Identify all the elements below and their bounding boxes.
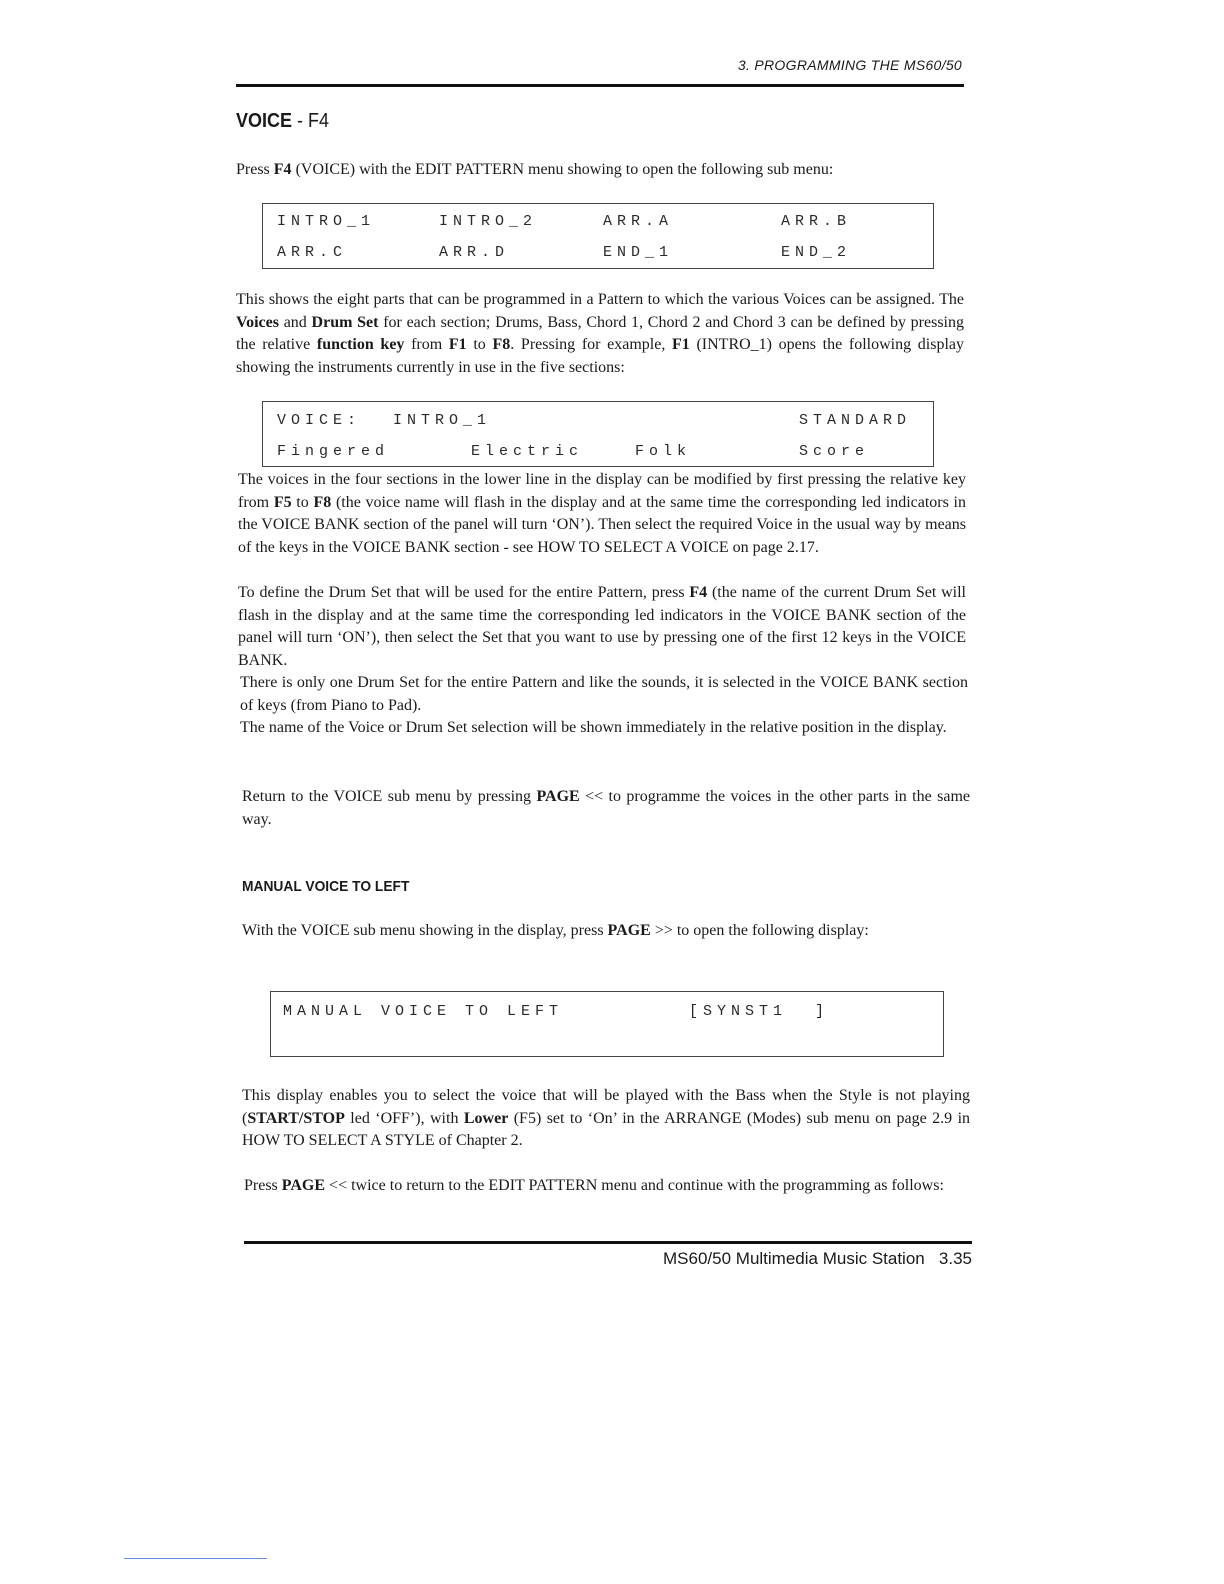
section-title-bold: VOICE [236, 110, 293, 132]
bold-term: F4 [689, 584, 708, 601]
lcd-part: ARR.A [603, 213, 674, 230]
lcd-manual-voice-label: MANUAL VOICE TO LEFT [283, 1003, 564, 1020]
page-forward-paragraph [242, 920, 970, 943]
text: This shows the eight parts that can be programmed in a Pattern to which the various Voices can be assigned. The [236, 291, 964, 308]
text: There is only one Drum Set for the entire Pattern and like the sounds, it is selected in the VOICE BANK section of keys (from Piano to Pad). [240, 674, 968, 714]
section-title-rest: - F4 [292, 110, 330, 132]
text: for each section; Drums, Bass, Chord 1, Chord 2 and Chord 3 can be defined by pressing the relative [236, 313, 964, 353]
lcd-display-manual-voice [270, 991, 944, 1057]
lcd-part: ARR.C [277, 244, 348, 261]
text: << twice to return to the EDIT PATTERN menu and continue with the programming as follows: [325, 1177, 944, 1194]
lcd-display-parts [262, 203, 934, 269]
text: . Pressing for example, [510, 336, 673, 353]
text: To define the Drum Set that will be used for the entire Pattern, press [238, 584, 690, 601]
bold-term: F8 [492, 336, 511, 353]
lcd-voice-chord: Folk [635, 443, 692, 460]
text: << to programme the voices in the other parts in the same way. [242, 788, 971, 828]
lcd-voice-label: VOICE: [277, 412, 362, 429]
lcd-part: INTRO_1 [277, 213, 376, 230]
text: (INTRO_1) opens the following display showing the instruments currently in use in the five sections: [236, 336, 965, 376]
lcd-voice-section: INTRO_1 [393, 412, 492, 429]
header-rule [236, 84, 964, 87]
footnote-rule [124, 1558, 267, 1559]
footer-rule [244, 1241, 972, 1244]
bold-term: PAGE [281, 1177, 326, 1194]
bold-term: F8 [313, 493, 332, 511]
text: and [278, 313, 312, 331]
lcd-drum-set: STANDARD [799, 412, 912, 429]
text: The voices in the four sections in the lower line in the display can be modified by first pressing the relative key from [238, 471, 966, 511]
return-paragraph [242, 786, 970, 831]
text: (the voice name will flash in the display and at the same time the corresponding led indicators in the VOICE BANK section of the panel will turn ‘ON’). Then select the required Voice in the usual way by means of the keys in the VOICE BANK section - see HOW TO SELECT A VOICE on page 2.17. [238, 493, 966, 556]
intro-text-a: Press [236, 161, 274, 178]
one-drum-set-paragraph [240, 672, 968, 717]
text: >> to open the following display: [650, 922, 869, 939]
parts-paragraph [236, 289, 964, 379]
page-footer: MS60/50 Multimedia Music Station 3.35 [663, 1249, 972, 1268]
bold-term: Lower [463, 1109, 509, 1127]
bold-term: F5 [273, 493, 292, 511]
lcd-voice-score: Score [799, 443, 870, 460]
lcd-part: ARR.B [781, 213, 852, 230]
lcd-part: ARR.D [439, 244, 510, 261]
manual-voice-paragraph [242, 1085, 970, 1153]
bold-term: function key [316, 336, 405, 353]
intro-key: F4 [273, 161, 292, 178]
bold-term: F1 [448, 336, 467, 353]
section-title [236, 110, 329, 133]
bold-term: Drum Set [311, 313, 379, 331]
bold-term: PAGE [607, 922, 651, 939]
text: to [466, 336, 493, 353]
bold-term: PAGE [536, 788, 580, 805]
text: from [404, 336, 449, 353]
bold-term: F1 [672, 336, 690, 353]
bold-term: START/STOP [247, 1109, 345, 1127]
modify-voices-paragraph [238, 469, 966, 559]
return-edit-pattern-paragraph [244, 1175, 972, 1198]
intro-text-c: (VOICE) with the EDIT PATTERN menu showing to open the following sub menu: [291, 161, 834, 178]
lcd-display-voice [262, 401, 934, 467]
drum-set-paragraph [238, 582, 966, 672]
text: Return to the VOICE sub menu by pressing [242, 788, 537, 805]
bold-term: Voices [236, 313, 279, 331]
lcd-part: END_1 [603, 244, 674, 261]
lcd-part: END_2 [781, 244, 852, 261]
lcd-voice-bass: Electric [471, 443, 584, 460]
lcd-voice-drums: Fingered [277, 443, 390, 460]
text: (F5) set to ‘On’ in the ARRANGE (Modes) sub menu on page 2.9 in HOW TO SELECT A STYLE of Chapter 2. [242, 1109, 971, 1149]
intro-paragraph [236, 159, 964, 182]
lcd-part: INTRO_2 [439, 213, 538, 230]
text: This display enables you to select the voice that will be played with the Bass when the Style is not playing ( [242, 1087, 970, 1127]
text: to [291, 493, 314, 511]
text: Press [244, 1177, 282, 1194]
running-header: 3. PROGRAMMING THE MS60/50 [737, 57, 962, 73]
text: (the name of the current Drum Set will flash in the display and at the same time the corresponding led indicators in the VOICE BANK section of the panel will turn ‘ON’), then select the Set that you want to use by pressing one of the first 12 keys in the VOICE BANK. [238, 584, 966, 669]
lcd-manual-voice-value: [SYNST1 ] [689, 1003, 830, 1020]
text: The name of the Voice or Drum Set selection will be shown immediately in the relative position in the display. [240, 719, 947, 736]
text: With the VOICE sub menu showing in the display, press [242, 922, 608, 939]
text: led ‘OFF’), with [344, 1109, 464, 1127]
selection-shown-paragraph [240, 717, 968, 740]
subsection-title: MANUAL VOICE TO LEFT [242, 878, 410, 895]
